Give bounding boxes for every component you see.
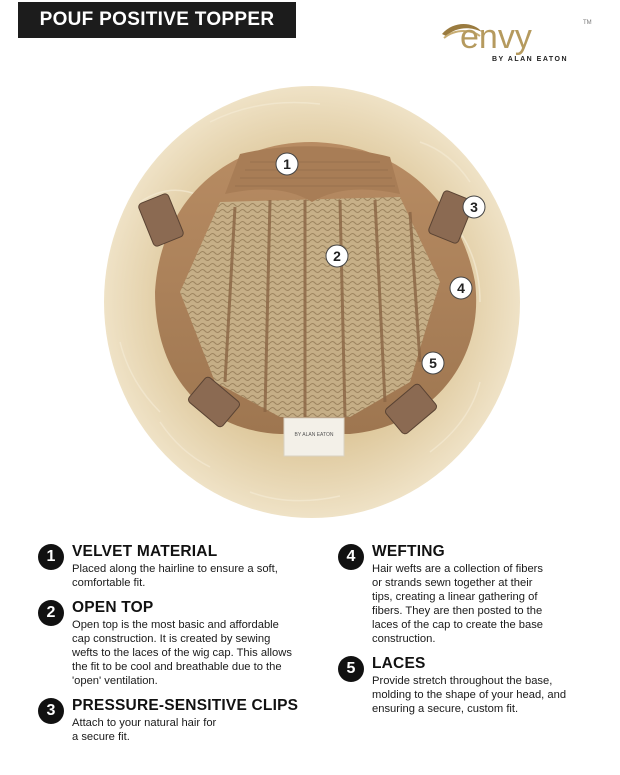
- wefting-area: [180, 197, 440, 417]
- feature-laces: [338, 655, 608, 716]
- page-title: POUF POSITIVE TOPPER: [18, 2, 296, 38]
- feature-pressure-sensitive-clips: [38, 697, 313, 744]
- brand-tagline: BY ALAN EATON: [492, 56, 569, 63]
- svg-text:4: 4: [457, 280, 465, 296]
- number-badge: 4: [338, 544, 364, 570]
- feature-title: OPEN TOP: [72, 599, 154, 616]
- trademark-mark: TM: [583, 20, 592, 26]
- feature-wefting: [338, 543, 608, 646]
- feature-description: Provide stretch throughout the base, molding to the shape of your head, and ensuring a secure, custom fit.: [372, 675, 567, 715]
- svg-text:BY ALAN EATON: BY ALAN EATON: [294, 432, 334, 438]
- callout-1: [276, 153, 298, 175]
- callout-2: [326, 245, 348, 267]
- callout-3: [463, 196, 485, 218]
- feature-description: Placed along the hairline to ensure a soft, comfortable fit.: [72, 563, 278, 589]
- svg-text:5: 5: [429, 355, 437, 371]
- callout-4: [450, 277, 472, 299]
- features-right-column: [338, 543, 608, 725]
- brand-name: envy: [460, 18, 532, 56]
- feature-title: PRESSURE-SENSITIVE CLIPS: [72, 697, 299, 714]
- number-badge: 3: [38, 698, 64, 724]
- feature-title: WEFTING: [372, 543, 445, 560]
- topper-photo: [100, 82, 525, 522]
- feature-velvet-material: [38, 543, 313, 590]
- feature-open-top: [38, 599, 313, 688]
- feature-description: Open top is the most basic and affordable cap construction. It is created by sewing wefts to the laces of the wig cap. This allows the fit to be cool and breathable due to the 'open' ventilation.: [72, 619, 292, 687]
- brand-logo: [440, 14, 600, 64]
- number-badge: 2: [38, 600, 64, 626]
- feature-description: Hair wefts are a collection of fibers or strands sewn together at their tips, creating a linear gathering of fibers. They are then posted to the laces of the cap to create the base construction.: [372, 563, 544, 645]
- number-badge: 5: [338, 656, 364, 682]
- svg-text:2: 2: [333, 248, 341, 264]
- svg-text:1: 1: [283, 156, 291, 172]
- svg-text:3: 3: [470, 199, 478, 215]
- feature-description: Attach to your natural hair for a secure fit.: [72, 717, 217, 743]
- number-badge: 1: [38, 544, 64, 570]
- feature-title: LACES: [372, 655, 426, 672]
- features-left-column: [38, 543, 313, 753]
- feature-title: VELVET MATERIAL: [72, 543, 218, 560]
- callout-5: [422, 352, 444, 374]
